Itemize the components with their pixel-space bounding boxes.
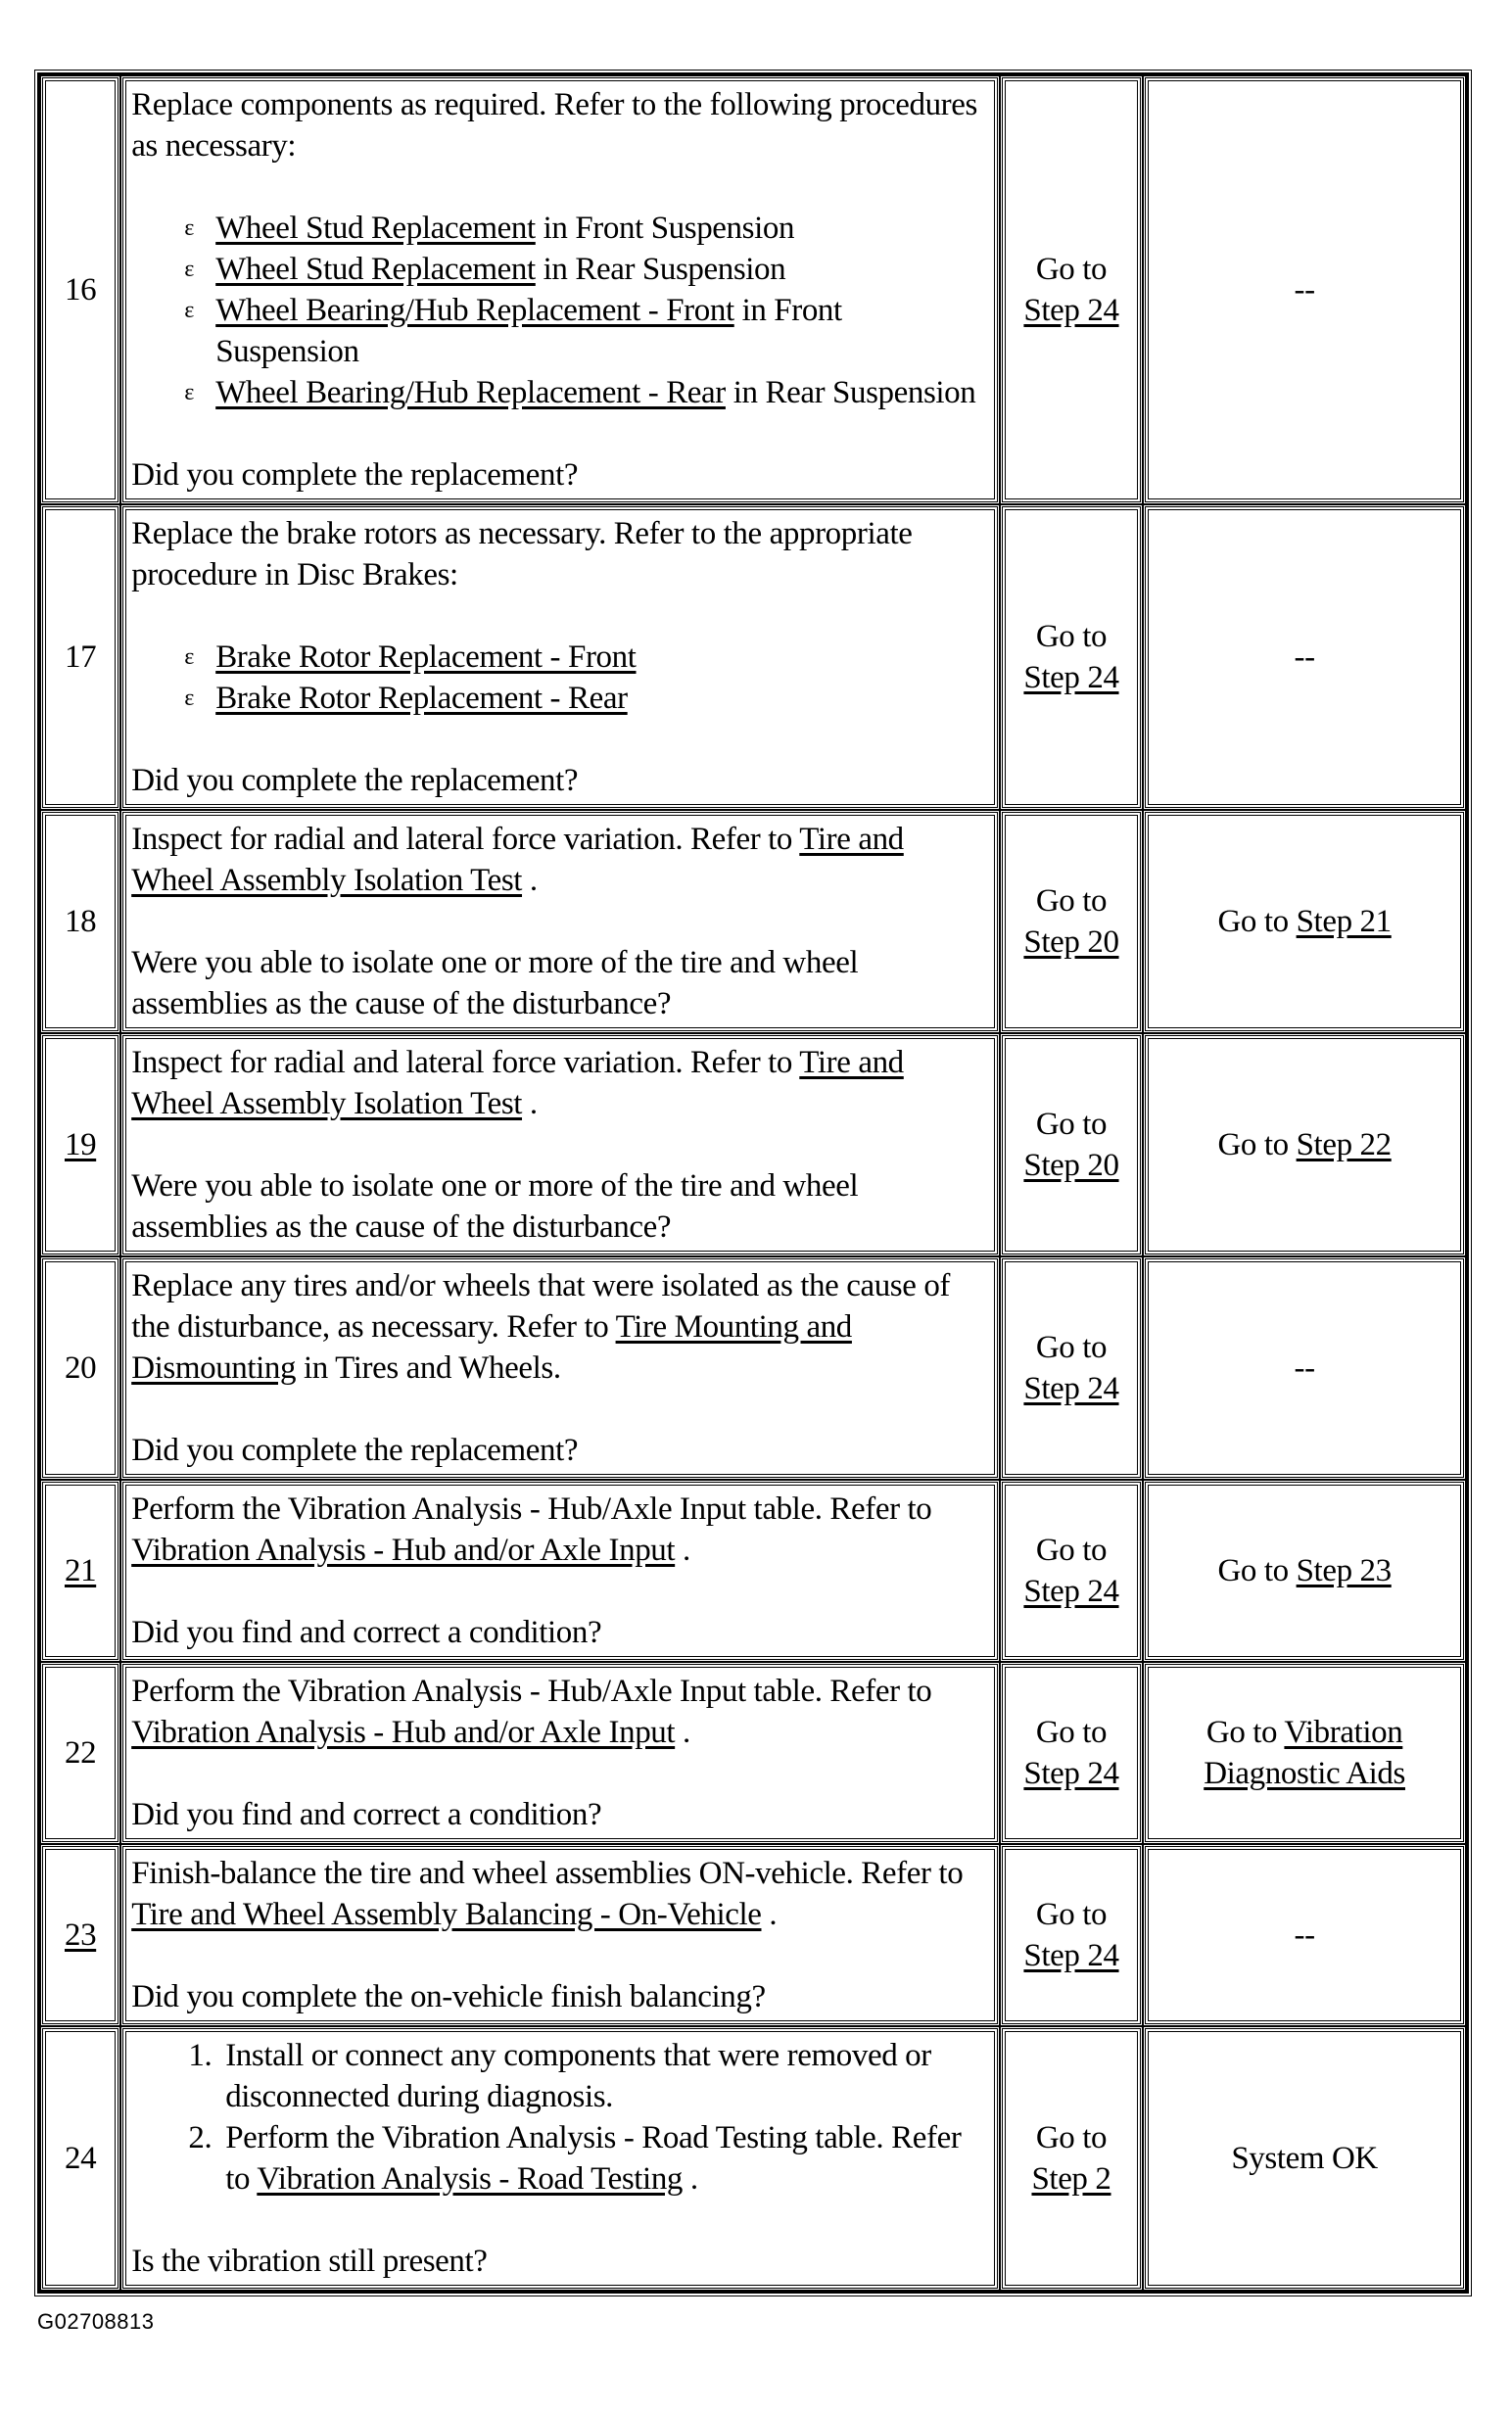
yes-link[interactable]: Step 24 <box>1023 1755 1119 1791</box>
no-link[interactable]: Vibration Diagnostic Aids <box>1204 1714 1405 1791</box>
no-cell <box>1143 1662 1466 1844</box>
action-intro <box>131 1489 989 1571</box>
list-text: Perform the Vibration Analysis - Road Testing table. Refer to <box>225 2120 962 2197</box>
no-prefix: Go to <box>1217 1126 1297 1162</box>
no-cell <box>1143 1033 1466 1256</box>
table-row <box>40 75 1466 504</box>
yes-cell <box>1000 504 1143 810</box>
yes-cell <box>1000 1033 1143 1256</box>
yes-prefix: Go to <box>1035 1106 1108 1142</box>
yes-link[interactable]: Step 20 <box>1023 1147 1119 1183</box>
action-intro: Replace the brake rotors as necessary. Refer to the appropriate procedure in Disc Brakes: <box>131 516 913 592</box>
intro-text: Inspect for radial and lateral force variation. Refer to <box>131 822 800 857</box>
step-link[interactable]: 19 <box>64 1127 97 1162</box>
bullet-icon: ɛ <box>184 686 194 711</box>
action-intro <box>131 1853 989 1935</box>
no-prefix: Go to <box>1205 1714 1285 1750</box>
action-cell <box>120 810 1000 1033</box>
intro-text: in Tires and Wheels. <box>296 1350 561 1386</box>
no-cell <box>1143 810 1466 1033</box>
list-item <box>184 637 989 678</box>
step-number <box>40 1480 120 1662</box>
action-question: Did you complete the replacement? <box>131 1433 579 1468</box>
action-question: Did you complete the replacement? <box>131 763 579 798</box>
yes-link[interactable]: Step 24 <box>1023 659 1119 695</box>
procedure-link[interactable]: Wheel Bearing/Hub Replacement - Rear <box>215 375 726 410</box>
reference-link[interactable]: Tire Mounting and Dismounting <box>131 1309 852 1386</box>
yes-cell <box>1000 1844 1143 2026</box>
intro-text: . <box>761 1897 778 1932</box>
action-cell <box>120 1844 1000 2026</box>
procedure-context: in Rear Suspension <box>535 252 786 287</box>
action-intro <box>131 1042 989 1124</box>
step-link[interactable]: 23 <box>64 1917 97 1953</box>
action-cell <box>120 2026 1000 2291</box>
action-cell <box>120 75 1000 504</box>
list-text: . <box>683 2161 698 2197</box>
reference-link[interactable]: Vibration Analysis - Road Testing <box>257 2161 684 2197</box>
list-item <box>184 678 989 719</box>
no-prefix: Go to <box>1217 1552 1297 1588</box>
yes-cell <box>1000 75 1143 504</box>
table-row <box>40 810 1466 1033</box>
procedure-link[interactable]: Wheel Stud Replacement <box>215 252 536 287</box>
yes-cell <box>1000 810 1143 1033</box>
step-number: 18 <box>40 810 120 1033</box>
action-question: Is the vibration still present? <box>131 2244 488 2279</box>
bullet-icon: ɛ <box>184 257 194 282</box>
action-question: Were you able to isolate one or more of the tire and wheel assemblies as the cause of the disturbance? <box>131 945 859 1021</box>
step-number: 22 <box>40 1662 120 1844</box>
step-number <box>40 1033 120 1256</box>
table-row <box>40 1844 1466 2026</box>
procedure-list <box>131 208 989 413</box>
step-number <box>40 1844 120 2026</box>
yes-cell <box>1000 1662 1143 1844</box>
reference-link[interactable]: Tire and Wheel Assembly Isolation Test <box>131 1045 904 1121</box>
action-cell <box>120 1662 1000 1844</box>
procedure-link[interactable]: Wheel Bearing/Hub Replacement - Front <box>215 293 734 328</box>
table-row <box>40 2026 1466 2291</box>
intro-text: . <box>675 1715 690 1750</box>
action-question: Did you find and correct a condition? <box>131 1615 602 1650</box>
no-link[interactable]: Step 23 <box>1296 1552 1392 1588</box>
reference-link[interactable]: Vibration Analysis - Hub and/or Axle Input <box>131 1715 676 1750</box>
list-item: 1. Install or connect any components that were removed or disconnected during diagnosis. <box>219 2035 989 2117</box>
intro-text: Perform the Vibration Analysis - Hub/Axle Input table. Refer to <box>131 1491 932 1527</box>
no-cell: -- <box>1143 504 1466 810</box>
procedure-list <box>131 637 989 719</box>
intro-text: Finish-balance the tire and wheel assemblies ON-vehicle. Refer to <box>131 1856 964 1891</box>
table-row <box>40 1480 1466 1662</box>
table-row <box>40 1033 1466 1256</box>
action-cell <box>120 1033 1000 1256</box>
action-intro <box>131 1265 989 1389</box>
no-cell: -- <box>1143 75 1466 504</box>
action-intro <box>131 1671 989 1753</box>
procedure-context: in Front Suspension <box>215 293 842 369</box>
yes-cell <box>1000 1480 1143 1662</box>
no-cell <box>1143 1480 1466 1662</box>
yes-link[interactable]: Step 24 <box>1023 1370 1119 1406</box>
action-question: Did you find and correct a condition? <box>131 1797 602 1832</box>
step-link[interactable]: 21 <box>64 1553 97 1588</box>
bullet-icon: ɛ <box>184 215 194 241</box>
numbered-list <box>131 2035 989 2200</box>
intro-text: Perform the Vibration Analysis - Hub/Axle Input table. Refer to <box>131 1674 932 1709</box>
procedure-link[interactable]: Wheel Stud Replacement <box>215 211 536 246</box>
reference-link[interactable]: Tire and Wheel Assembly Isolation Test <box>131 822 904 898</box>
action-cell <box>120 1256 1000 1480</box>
yes-prefix: Go to <box>1035 251 1108 287</box>
yes-prefix: Go to <box>1035 882 1108 919</box>
diagnostic-table <box>37 72 1469 2294</box>
list-item <box>184 290 989 372</box>
yes-prefix: Go to <box>1035 1896 1108 1932</box>
intro-text: . <box>675 1533 690 1568</box>
action-intro <box>131 819 989 901</box>
yes-link[interactable]: Step 20 <box>1023 923 1119 960</box>
intro-text: Replace any tires and/or wheels that were isolated as the cause of the disturbance, as necessary. Refer to <box>131 1268 951 1345</box>
bullet-icon: ɛ <box>184 298 194 323</box>
action-question: Did you complete the on-vehicle finish balancing? <box>131 1979 766 2014</box>
yes-prefix: Go to <box>1035 2119 1108 2155</box>
yes-prefix: Go to <box>1035 618 1108 654</box>
action-intro: Replace components as required. Refer to the following procedures as necessary: <box>131 87 977 164</box>
step-number: 17 <box>40 504 120 810</box>
step-number: 16 <box>40 75 120 504</box>
no-cell: System OK <box>1143 2026 1466 2291</box>
table-row <box>40 504 1466 810</box>
action-cell <box>120 504 1000 810</box>
yes-link[interactable]: Step 24 <box>1023 292 1119 328</box>
action-cell <box>120 1480 1000 1662</box>
yes-link[interactable]: Step 24 <box>1023 1937 1119 1973</box>
yes-link[interactable]: Step 24 <box>1023 1573 1119 1609</box>
list-item <box>219 2117 989 2200</box>
yes-cell <box>1000 1256 1143 1480</box>
no-link[interactable]: Step 21 <box>1296 903 1392 939</box>
action-question: Were you able to isolate one or more of the tire and wheel assemblies as the cause of the disturbance? <box>131 1168 859 1245</box>
list-item <box>184 249 989 290</box>
bullet-icon: ɛ <box>184 644 194 670</box>
list-item <box>184 208 989 249</box>
no-prefix: Go to <box>1217 903 1297 939</box>
procedure-link[interactable]: Brake Rotor Replacement - Front <box>215 639 637 675</box>
procedure-link[interactable]: Brake Rotor Replacement - Rear <box>215 681 628 716</box>
reference-link[interactable]: Vibration Analysis - Hub and/or Axle Input <box>131 1533 676 1568</box>
procedure-context: in Front Suspension <box>535 211 795 246</box>
table-row <box>40 1256 1466 1480</box>
no-cell: -- <box>1143 1844 1466 2026</box>
reference-link[interactable]: Tire and Wheel Assembly Balancing - On-Vehicle <box>131 1897 762 1932</box>
yes-prefix: Go to <box>1035 1714 1108 1750</box>
intro-text: . <box>522 863 538 898</box>
yes-link[interactable]: Step 2 <box>1031 2160 1111 2197</box>
procedure-context: in Rear Suspension <box>725 375 976 410</box>
no-link[interactable]: Step 22 <box>1296 1126 1392 1162</box>
bullet-icon: ɛ <box>184 380 194 405</box>
intro-text: Inspect for radial and lateral force variation. Refer to <box>131 1045 800 1080</box>
action-question: Did you complete the replacement? <box>131 457 579 493</box>
yes-prefix: Go to <box>1035 1532 1108 1568</box>
figure-id: G02708813 <box>37 2309 155 2334</box>
step-number: 24 <box>40 2026 120 2291</box>
table-row <box>40 1662 1466 1844</box>
yes-cell <box>1000 2026 1143 2291</box>
intro-text: . <box>522 1086 538 1121</box>
no-cell: -- <box>1143 1256 1466 1480</box>
list-item <box>184 372 989 413</box>
yes-prefix: Go to <box>1035 1329 1108 1365</box>
step-number: 20 <box>40 1256 120 1480</box>
